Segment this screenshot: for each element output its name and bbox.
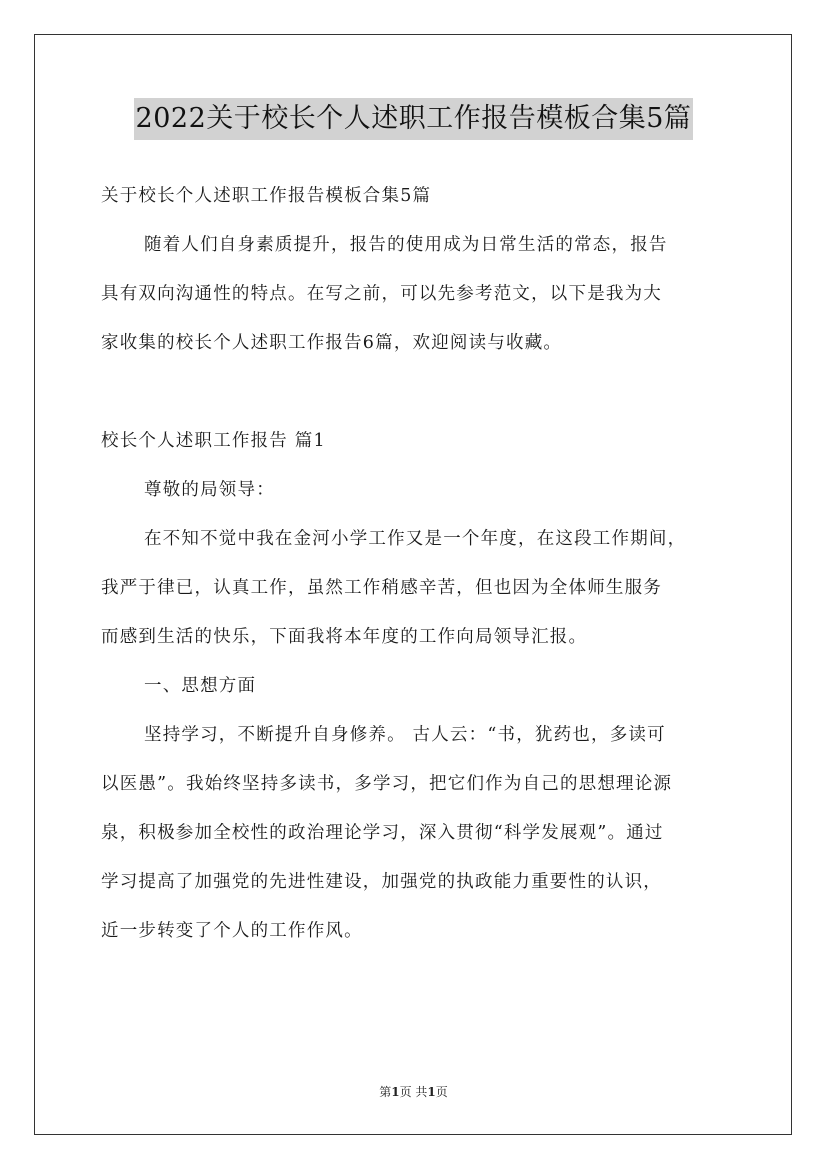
paragraph-line: 近一步转变了个人的工作作风。 bbox=[101, 921, 363, 941]
document-subtitle: 关于校长个人述职工作报告模板合集5篇 bbox=[101, 186, 432, 206]
blank-line bbox=[101, 368, 725, 417]
subheading: 一、思想方面 bbox=[144, 676, 257, 696]
page-footer bbox=[0, 1083, 827, 1101]
paragraph-line: 坚持学习，不断提升自身修养。 古人云：“书，犹药也，多读可 bbox=[144, 725, 666, 745]
footer-prefix: 第 bbox=[379, 1085, 392, 1099]
greeting: 尊敬的局领导： bbox=[144, 480, 275, 500]
paragraph-line: 以医愚”。我始终坚持多读书，多学习，把它们作为自己的思想理论源 bbox=[101, 774, 673, 794]
footer-current-page: 1 bbox=[391, 1085, 400, 1099]
intro-line: 随着人们自身素质提升，报告的使用成为日常生活的常态，报告 bbox=[144, 235, 668, 255]
paragraph-line: 而感到生活的快乐，下面我将本年度的工作向局领导汇报。 bbox=[101, 627, 588, 647]
title-container bbox=[0, 98, 827, 140]
footer-mid: 页 共 bbox=[399, 1085, 428, 1099]
paragraph-line: 泉，积极参加全校性的政治理论学习，深入贯彻“科学发展观”。通过 bbox=[101, 823, 664, 843]
section-heading: 校长个人述职工作报告 篇1 bbox=[101, 431, 326, 451]
footer-total-pages: 1 bbox=[427, 1085, 436, 1099]
intro-line: 具有双向沟通性的特点。在写之前，可以先参考范文，以下是我为大 bbox=[101, 284, 662, 304]
paragraph-line: 学习提高了加强党的先进性建设，加强党的执政能力重要性的认识， bbox=[101, 872, 662, 892]
paragraph-line: 我严于律已，认真工作，虽然工作稍感辛苦，但也因为全体师生服务 bbox=[101, 578, 662, 598]
intro-line: 家收集的校长个人述职工作报告6篇，欢迎阅读与收藏。 bbox=[101, 333, 563, 353]
document-title: 2022关于校长个人述职工作报告模板合集5篇 bbox=[134, 98, 694, 140]
document-body bbox=[101, 172, 725, 956]
footer-suffix: 页 bbox=[435, 1085, 448, 1099]
paragraph-line: 在不知不觉中我在金河小学工作又是一个年度，在这段工作期间， bbox=[144, 529, 687, 549]
